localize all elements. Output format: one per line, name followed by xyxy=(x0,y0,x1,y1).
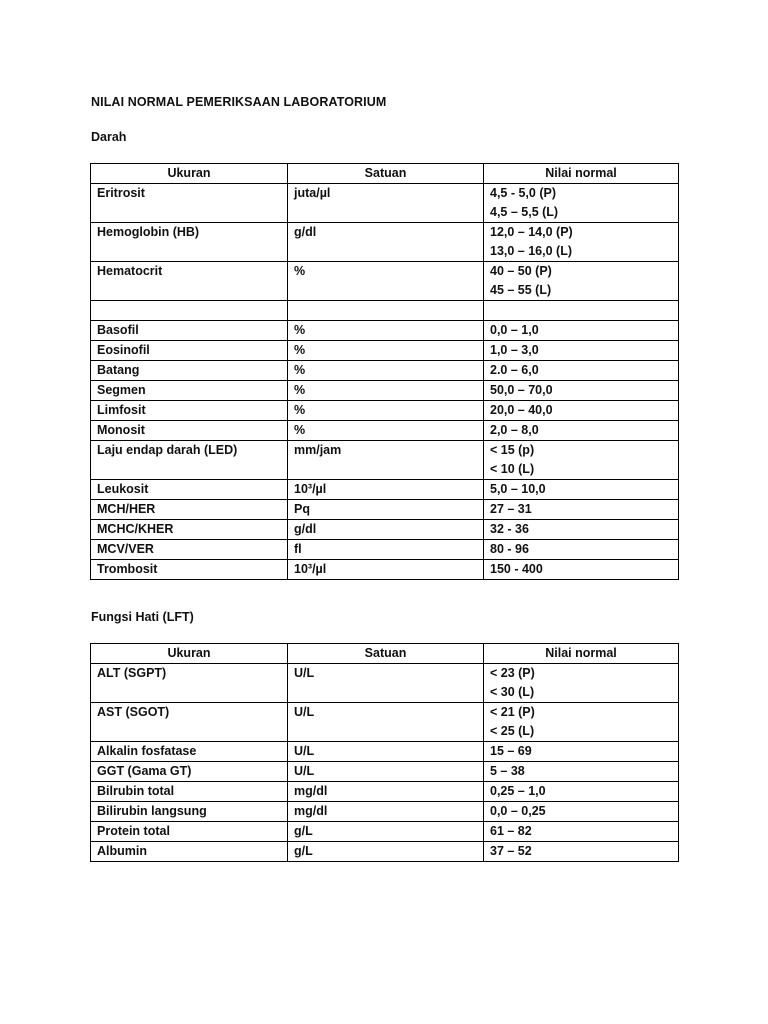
table-row xyxy=(91,782,679,802)
cell-satuan: fl xyxy=(288,540,484,560)
section-title-darah: Darah xyxy=(91,130,127,144)
cell-nilai-normal: 1,0 – 3,0 xyxy=(484,341,679,361)
table-row xyxy=(91,421,679,441)
table-row xyxy=(91,540,679,560)
cell-ukuran: Leukosit xyxy=(91,480,288,500)
cell-ukuran: Alkalin fosfatase xyxy=(91,742,288,762)
table-row xyxy=(91,664,679,703)
table-row xyxy=(91,321,679,341)
cell-nilai-normal xyxy=(484,301,679,321)
cell-satuan: mg/dl xyxy=(288,782,484,802)
table-row xyxy=(91,742,679,762)
table-row xyxy=(91,401,679,421)
table-row xyxy=(91,341,679,361)
cell-satuan: Pq xyxy=(288,500,484,520)
cell-satuan: 10³/µl xyxy=(288,480,484,500)
cell-nilai-normal: 0,0 – 1,0 xyxy=(484,321,679,341)
cell-nilai-normal: 150 - 400 xyxy=(484,560,679,580)
cell-ukuran: ALT (SGPT) xyxy=(91,664,288,703)
table-header-row xyxy=(91,164,679,184)
table-row xyxy=(91,762,679,782)
cell-ukuran: Hematocrit xyxy=(91,262,288,301)
cell-nilai-normal: 2.0 – 6,0 xyxy=(484,361,679,381)
cell-ukuran: Bilrubin total xyxy=(91,782,288,802)
cell-ukuran: Monosit xyxy=(91,421,288,441)
cell-ukuran: AST (SGOT) xyxy=(91,703,288,742)
header-ukuran: Ukuran xyxy=(91,164,288,184)
cell-nilai-normal: < 15 (p) < 10 (L) xyxy=(484,441,679,480)
table-row xyxy=(91,441,679,480)
cell-nilai-normal: 5,0 – 10,0 xyxy=(484,480,679,500)
cell-satuan xyxy=(288,301,484,321)
cell-satuan: g/L xyxy=(288,842,484,862)
cell-nilai-normal: 5 – 38 xyxy=(484,762,679,782)
table-row xyxy=(91,500,679,520)
cell-ukuran: MCV/VER xyxy=(91,540,288,560)
cell-nilai-normal: 80 - 96 xyxy=(484,540,679,560)
cell-ukuran: Eosinofil xyxy=(91,341,288,361)
cell-satuan: U/L xyxy=(288,664,484,703)
table-row xyxy=(91,184,679,223)
cell-satuan: juta/µl xyxy=(288,184,484,223)
table-row xyxy=(91,520,679,540)
table-darah xyxy=(90,163,679,580)
cell-satuan: % xyxy=(288,262,484,301)
cell-satuan: U/L xyxy=(288,762,484,782)
cell-satuan: % xyxy=(288,381,484,401)
cell-ukuran: Eritrosit xyxy=(91,184,288,223)
cell-nilai-normal: 15 – 69 xyxy=(484,742,679,762)
header-satuan: Satuan xyxy=(288,644,484,664)
table-row xyxy=(91,381,679,401)
table-row xyxy=(91,480,679,500)
cell-nilai-normal: 20,0 – 40,0 xyxy=(484,401,679,421)
cell-ukuran: Limfosit xyxy=(91,401,288,421)
cell-ukuran: Batang xyxy=(91,361,288,381)
cell-ukuran: MCHC/KHER xyxy=(91,520,288,540)
table-header-row xyxy=(91,644,679,664)
cell-satuan: g/dl xyxy=(288,223,484,262)
table-row xyxy=(91,223,679,262)
cell-nilai-normal: 40 – 50 (P) 45 – 55 (L) xyxy=(484,262,679,301)
header-ukuran: Ukuran xyxy=(91,644,288,664)
cell-nilai-normal: 32 - 36 xyxy=(484,520,679,540)
table-row xyxy=(91,262,679,301)
cell-satuan: mm/jam xyxy=(288,441,484,480)
cell-nilai-normal: 50,0 – 70,0 xyxy=(484,381,679,401)
cell-satuan: 10³/µl xyxy=(288,560,484,580)
cell-satuan: mg/dl xyxy=(288,802,484,822)
cell-ukuran: GGT (Gama GT) xyxy=(91,762,288,782)
cell-nilai-normal: 0,25 – 1,0 xyxy=(484,782,679,802)
header-satuan: Satuan xyxy=(288,164,484,184)
table-row xyxy=(91,560,679,580)
cell-nilai-normal: 4,5 - 5,0 (P) 4,5 – 5,5 (L) xyxy=(484,184,679,223)
cell-nilai-normal: 27 – 31 xyxy=(484,500,679,520)
cell-nilai-normal: 61 – 82 xyxy=(484,822,679,842)
cell-nilai-normal: 12,0 – 14,0 (P) 13,0 – 16,0 (L) xyxy=(484,223,679,262)
cell-satuan: g/L xyxy=(288,822,484,842)
header-nilai-normal: Nilai normal xyxy=(484,644,679,664)
cell-satuan: % xyxy=(288,421,484,441)
cell-ukuran: Laju endap darah (LED) xyxy=(91,441,288,480)
cell-ukuran: Bilirubin langsung xyxy=(91,802,288,822)
cell-nilai-normal: < 21 (P) < 25 (L) xyxy=(484,703,679,742)
table-row xyxy=(91,822,679,842)
cell-ukuran: Albumin xyxy=(91,842,288,862)
cell-satuan: U/L xyxy=(288,703,484,742)
cell-ukuran: Protein total xyxy=(91,822,288,842)
table-fungsi-hati xyxy=(90,643,679,862)
cell-nilai-normal: 0,0 – 0,25 xyxy=(484,802,679,822)
table-row xyxy=(91,301,679,321)
cell-nilai-normal: 37 – 52 xyxy=(484,842,679,862)
cell-satuan: U/L xyxy=(288,742,484,762)
cell-ukuran: Hemoglobin (HB) xyxy=(91,223,288,262)
cell-nilai-normal: < 23 (P) < 30 (L) xyxy=(484,664,679,703)
table-row xyxy=(91,361,679,381)
cell-ukuran: Basofil xyxy=(91,321,288,341)
cell-satuan: g/dl xyxy=(288,520,484,540)
cell-ukuran: Trombosit xyxy=(91,560,288,580)
header-nilai-normal: Nilai normal xyxy=(484,164,679,184)
cell-ukuran: Segmen xyxy=(91,381,288,401)
page-title: NILAI NORMAL PEMERIKSAAN LABORATORIUM xyxy=(91,95,387,109)
cell-satuan: % xyxy=(288,321,484,341)
cell-ukuran xyxy=(91,301,288,321)
table-row xyxy=(91,703,679,742)
table-row xyxy=(91,842,679,862)
cell-nilai-normal: 2,0 – 8,0 xyxy=(484,421,679,441)
section-title-fungsi-hati: Fungsi Hati (LFT) xyxy=(91,610,194,624)
cell-ukuran: MCH/HER xyxy=(91,500,288,520)
table-row xyxy=(91,802,679,822)
cell-satuan: % xyxy=(288,401,484,421)
cell-satuan: % xyxy=(288,361,484,381)
cell-satuan: % xyxy=(288,341,484,361)
